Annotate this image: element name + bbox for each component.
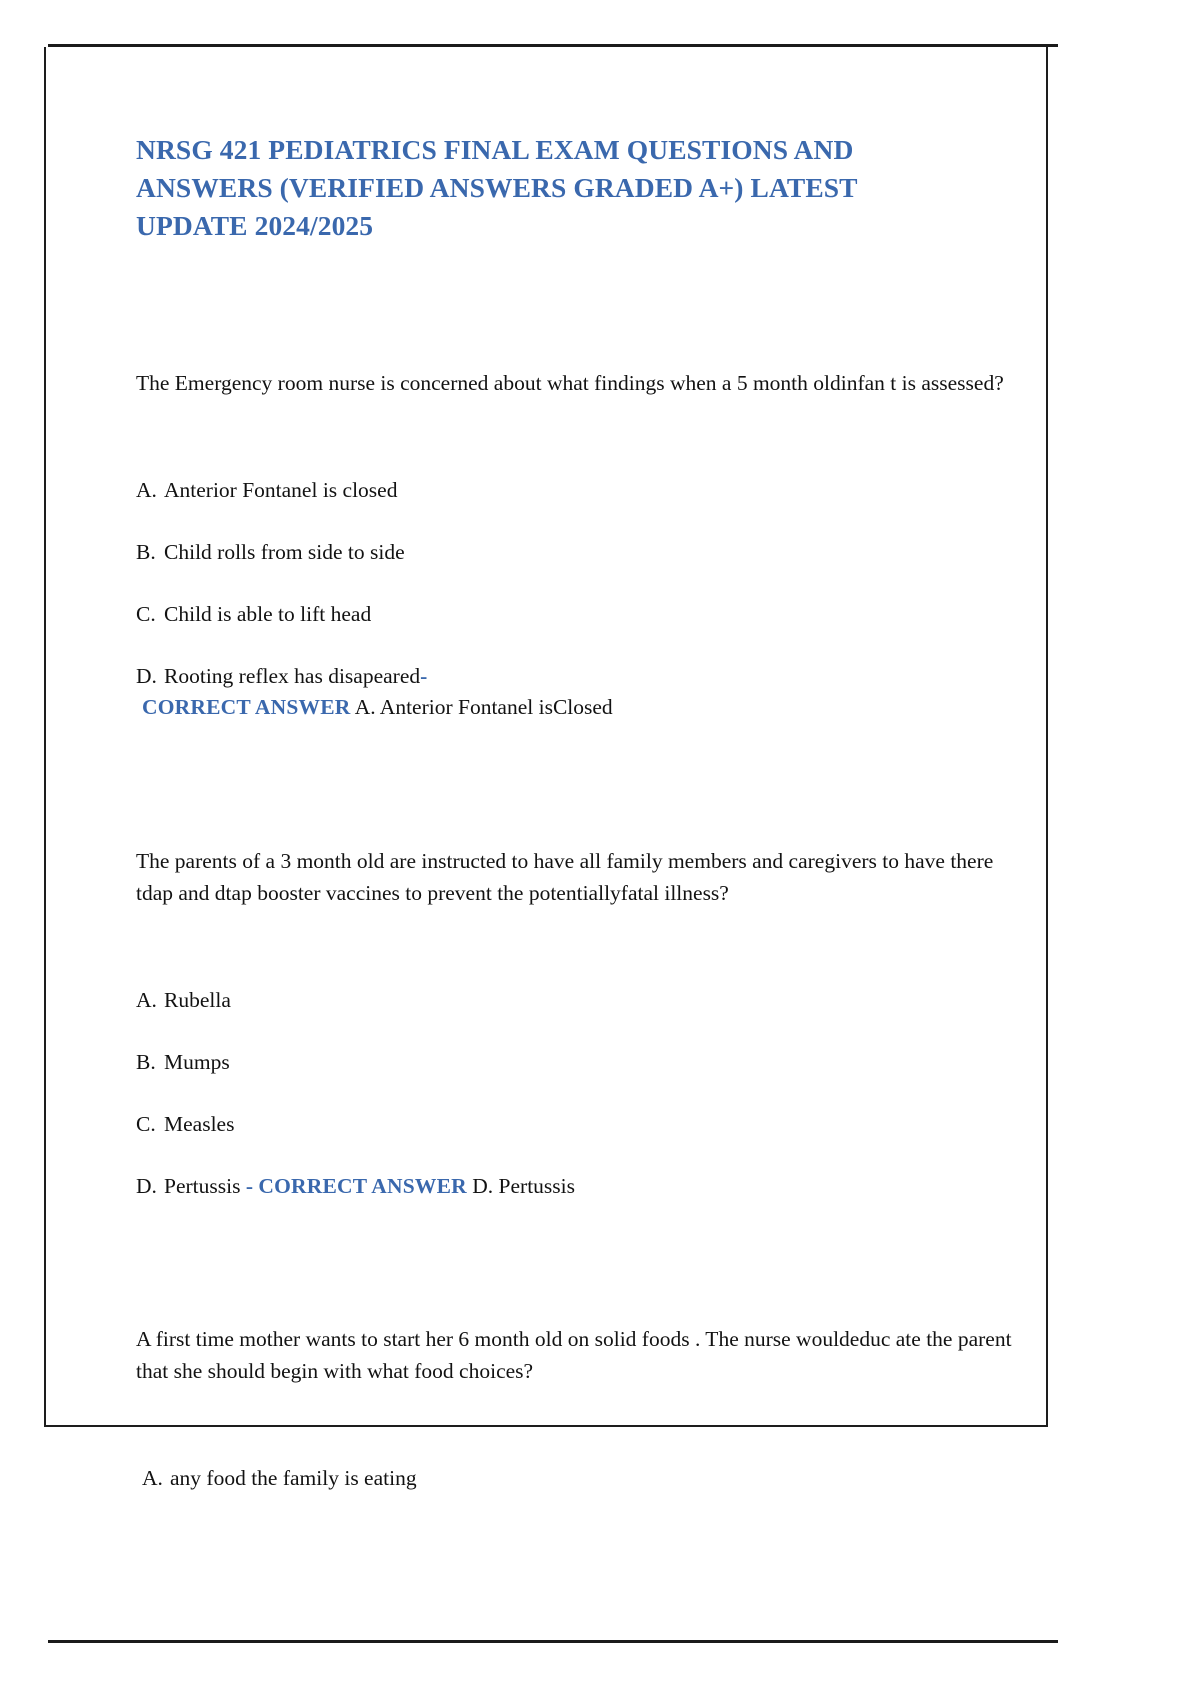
option-letter: A. — [142, 1466, 163, 1490]
page-bottom-rule — [48, 1640, 1058, 1643]
correct-answer-line — [136, 691, 1026, 723]
spacer — [136, 1387, 1026, 1463]
option-letter: D. — [136, 664, 157, 688]
document-page — [44, 47, 1048, 1490]
page-title: NRSG 421 PEDIATRICS FINAL EXAM QUESTIONS AND ANSWERS (VERIFIED ANSWERS GRADED A+) LATEST UPDATE 2024/2025 — [136, 134, 858, 241]
option-row[interactable] — [136, 475, 1026, 505]
question-stem: The parents of a 3 month old are instructed to have all family members and caregivers to have there tdap and dtap booster vaccines to prevent the potentiallyfatal illness? — [136, 849, 994, 905]
spacer — [136, 723, 1026, 845]
option-letter: B. — [136, 1050, 156, 1074]
options-list — [136, 1463, 1026, 1493]
option-letter: D. — [136, 1174, 157, 1198]
option-letter: B. — [136, 540, 156, 564]
question-block-3 — [136, 1323, 1026, 1493]
question-block-1 — [136, 367, 1026, 723]
correct-answer-text: A. Anterior Fontanel isClosed — [354, 695, 613, 719]
correct-answer-label: CORRECT ANSWER — [142, 695, 351, 719]
option-letter: C. — [136, 1112, 156, 1136]
question-block-2 — [136, 845, 1026, 1201]
document-body — [136, 131, 1026, 1493]
option-label: Measles — [164, 1112, 235, 1136]
spacer — [136, 909, 1026, 985]
option-label: Child rolls from side to side — [164, 540, 405, 564]
option-label: Rubella — [164, 988, 231, 1012]
option-label: Mumps — [164, 1050, 230, 1074]
option-label: Rooting reflex has disapeared — [164, 664, 421, 688]
option-row[interactable] — [136, 1109, 1026, 1139]
correct-answer-label: CORRECT ANSWER — [258, 1174, 467, 1198]
option-label: Child is able to lift head — [164, 602, 372, 626]
option-label: Pertussis — [164, 1174, 241, 1198]
option-row[interactable] — [136, 1171, 1026, 1201]
option-label: Anterior Fontanel is closed — [164, 478, 398, 502]
spacer — [136, 245, 1026, 367]
correct-answer-text: D. Pertussis — [472, 1174, 575, 1198]
question-stem: The Emergency room nurse is concerned about what findings when a 5 month oldinfan t is assessed? — [136, 371, 1004, 395]
question-stem: A first time mother wants to start her 6 month old on solid foods . The nurse wouldeduc ate the parent that she should begin with what food choices? — [136, 1327, 1012, 1383]
spacer — [136, 1201, 1026, 1323]
answer-separator: - — [420, 664, 428, 688]
spacer — [136, 399, 1026, 475]
option-letter: A. — [136, 988, 157, 1012]
option-row[interactable] — [136, 537, 1026, 567]
option-label: any food the family is eating — [170, 1466, 417, 1490]
option-row[interactable] — [136, 1047, 1026, 1077]
option-letter: A. — [136, 478, 157, 502]
options-list — [136, 475, 1026, 723]
option-letter: C. — [136, 602, 156, 626]
answer-separator: - — [245, 1174, 254, 1198]
options-list — [136, 985, 1026, 1201]
option-row[interactable] — [136, 985, 1026, 1015]
option-row[interactable] — [136, 661, 1026, 723]
option-row[interactable] — [136, 1463, 1026, 1493]
option-row[interactable] — [136, 599, 1026, 629]
